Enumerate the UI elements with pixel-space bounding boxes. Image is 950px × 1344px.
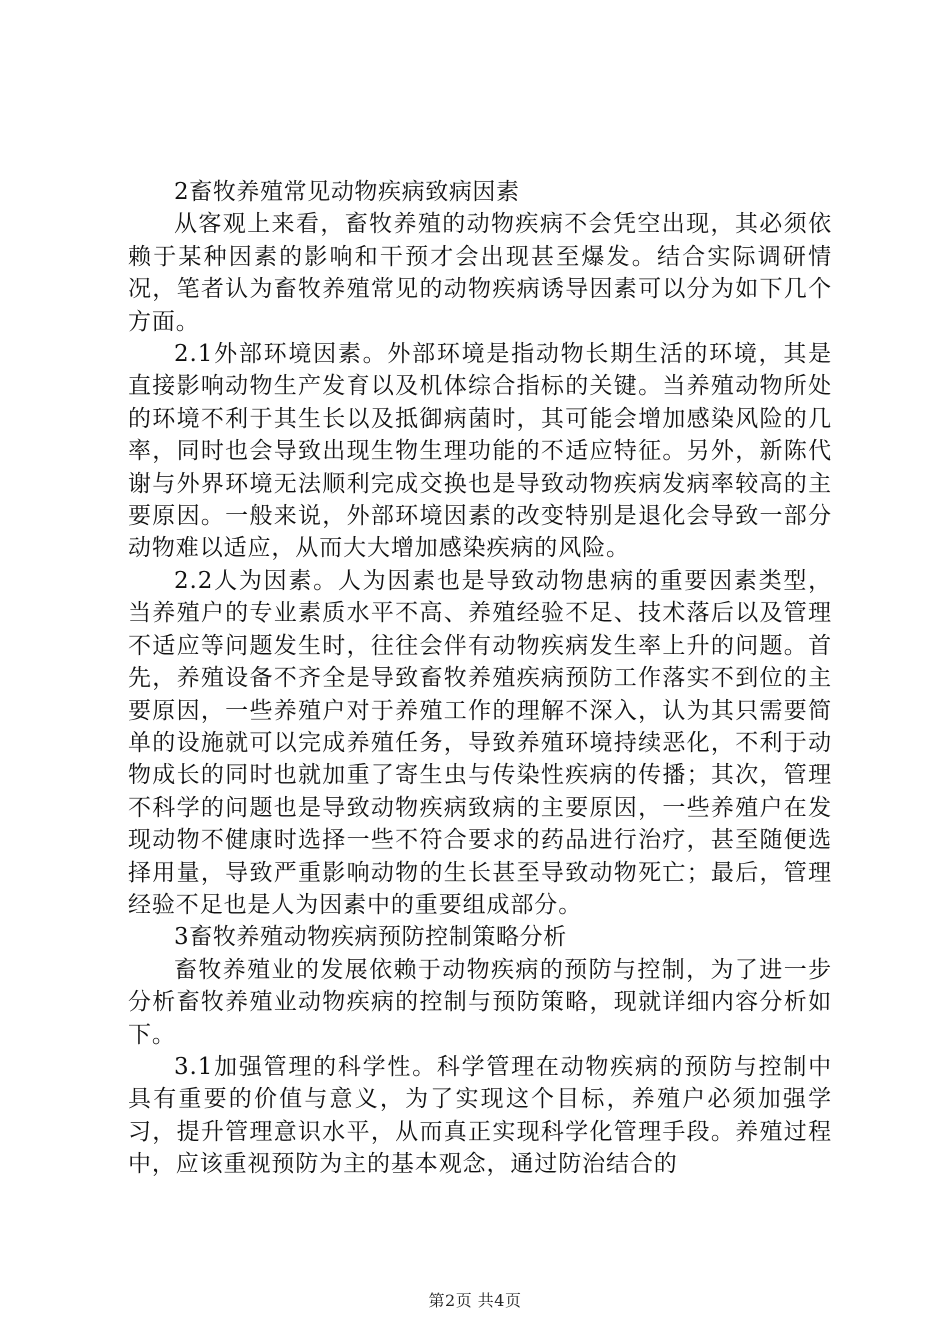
paragraph-intro-3: 畜牧养殖业的发展依赖于动物疾病的预防与控制，为了进一步分析畜牧养殖业动物疾病的控制与预防策略，现就详细内容分析如下。 xyxy=(128,956,832,1048)
document-body xyxy=(128,176,832,1181)
page-number-footer: 第2页 共4页 xyxy=(428,1291,522,1310)
paragraph-3-1: 3.1加强管理的科学性。科学管理在动物疾病的预防与控制中具有重要的价值与意义，为了实现这个目标，养殖户必须加强学习，提升管理意识水平，从而真正实现科学化管理手段。养殖过程中，应该重视预防为主的基本观念，通过防治结合的 xyxy=(128,1053,832,1178)
section-heading-3: 3畜牧养殖动物疾病预防控制策略分析 xyxy=(174,924,567,951)
paragraph-intro-2: 从客观上来看，畜牧养殖的动物疾病不会凭空出现，其必须依赖于某种因素的影响和干预才会出现甚至爆发。结合实际调研情况，笔者认为畜牧养殖常见的动物疾病诱导因素可以分为如下几个方面。 xyxy=(128,211,832,335)
paragraph-2-2: 2.2人为因素。人为因素也是导致动物患病的重要因素类型，当养殖户的专业素质水平不高、养殖经验不足、技术落后以及管理不适应等问题发生时，往往会伴有动物疾病发生率上升的问题。首先，养殖设备不齐全是导致畜牧养殖疾病预防工作落实不到位的主要原因，一些养殖户对于养殖工作的理解不深入，认为其只需要简单的设施就可以完成养殖任务，导致养殖环境持续恶化，不利于动物成长的同时也就加重了寄生虫与传染性疾病的传播；其次，管理不科学的问题也是导致动物疾病致病的主要原因，一些养殖户在发现动物不健康时选择一些不符合要求的药品进行治疗，甚至随便选择用量，导致严重影响动物的生长甚至导致动物死亡；最后，管理经验不足也是人为因素中的重要组成部分。 xyxy=(128,567,832,918)
section-heading-2: 2畜牧养殖常见动物疾病致病因素 xyxy=(174,179,520,205)
paragraph-2-1: 2.1外部环境因素。外部环境是指动物长期生活的环境，其是直接影响动物生产发育以及机体综合指标的关键。当养殖动物所处的环境不利于其生长以及抵御病菌时，其可能会增加感染风险的几率，同时也会导致出现生物生理功能的不适应特征。另外，新陈代谢与外界环境无法顺利完成交换也是导致动物疾病发病率较高的主要原因。一般来说，外部环境因素的改变特别是退化会导致一部分动物难以适应，从而大大增加感染疾病的风险。 xyxy=(128,341,832,562)
